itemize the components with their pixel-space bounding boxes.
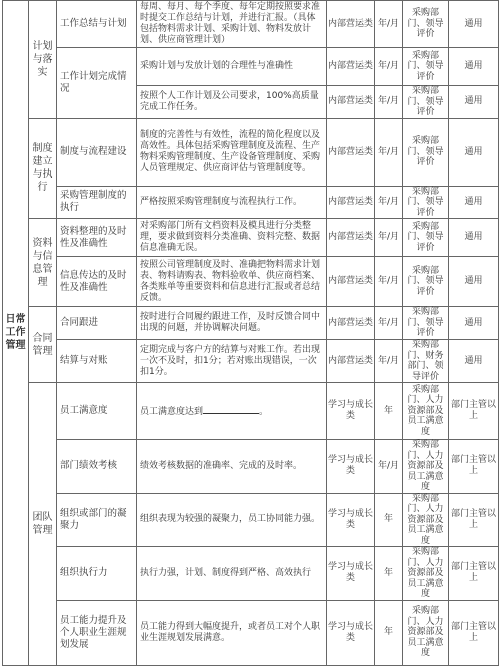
standard-cell [137,383,327,440]
evaluator-cell: 采购部门、人力资源部及员工满意度 [403,383,449,440]
item-cell: 工作计划完成情况 [57,48,137,119]
group-cell-info: 资料与信息管理 [29,219,57,307]
item-cell: 组织或部门的凝聚力 [57,493,137,547]
standard-cell: 员工能力得到大幅度提升，或者员工对个人职业生涯规划发展满意。 [137,600,327,665]
cycle-cell: 年 [375,383,403,440]
cycle-cell: 年/月 [375,186,403,219]
standard-cell: 按时进行合同履约跟进工作，及时反馈合同中出现的问题，并协调解决问题。 [137,307,327,340]
evaluator-cell: 采购部门、领导评价 [403,257,449,307]
standard-cell: 每周、每月、每个季度、每年定期按照要求准时提交工作总结与计划，并进行汇报。（具体包括物料需求计划、采购计划、物料发放计划、供应商管理计划） [137,1,327,48]
standard-cell: 绩效考核数据的准确率、完成的及时率。 [137,440,327,494]
cycle-cell: 年/月 [375,307,403,340]
standard-cell: 严格按照采购管理制度与流程执行工作。 [137,186,327,219]
cycle-cell: 年/月 [375,86,403,119]
cycle-cell: 年 [375,547,403,601]
scope-cell: 通用 [449,219,499,257]
table-row [3,340,499,383]
source-cell: 内部营运类 [327,86,375,119]
evaluator-cell: 采购部门、财务部门、领导评价 [403,340,449,383]
source-cell: 内部营运类 [327,340,375,383]
evaluator-cell: 采购部门、领导评价 [403,219,449,257]
source-cell: 内部营运类 [327,1,375,48]
source-cell: 内部营运类 [327,219,375,257]
item-cell: 信息传达的及时性及准确性 [57,257,137,307]
table-row [3,493,499,547]
source-cell: 学习与成长类 [327,493,375,547]
standard-cell: 采购计划与发放计划的合理性与准确性 [137,48,327,86]
source-cell: 内部营运类 [327,118,375,186]
item-cell: 制度与流程建设 [57,118,137,186]
group-cell-contract: 合同管理 [29,307,57,383]
scope-cell: 部门主管以上 [449,493,499,547]
source-cell: 内部营运类 [327,307,375,340]
item-cell: 部门绩效考核 [57,440,137,494]
scope-cell: 部门主管以上 [449,440,499,494]
item-cell: 组织执行力 [57,547,137,601]
standard-cell: 定期完成与客户方的结算与对账工作。若出现一次不及时，扣1分；若对账出现错误，一次扣1分。 [137,340,327,383]
group-cell-plan: 计划与落实 [29,1,57,119]
fill-blank [203,404,259,414]
scope-cell: 通用 [449,1,499,48]
evaluator-cell: 采购部门、领导评价 [403,307,449,340]
source-cell: 内部营运类 [327,186,375,219]
item-cell: 资料整理的及时性及准确性 [57,219,137,257]
standard-suffix: 。 [259,407,269,417]
item-cell: 员工满意度 [57,383,137,440]
item-cell: 结算与对账 [57,340,137,383]
scope-cell: 部门主管以上 [449,547,499,601]
item-cell: 员工能力提升及个人职业生涯规划发展 [57,600,137,665]
standard-cell: 制度的完善性与有效性，流程的简化程度以及高效性。具体包括采购管理制度及流程、生产物料采购管理制度、生产设备管理制度、采购人员管理规定、供应商评估与管理制度等。 [137,118,327,186]
table-row [3,1,499,48]
scope-cell: 通用 [449,307,499,340]
scope-cell: 通用 [449,257,499,307]
scope-cell: 部门主管以上 [449,383,499,440]
table-row [3,219,499,257]
standard-cell: 按照个人工作计划及公司要求，100%高质量完成工作任务。 [137,86,327,119]
evaluator-cell: 采购部门、领导评价 [403,86,449,119]
table-row [3,48,499,86]
table-row [3,307,499,340]
evaluator-cell: 采购部门、领导评价 [403,186,449,219]
group-cell-system: 制度建立与执行 [29,118,57,219]
cycle-cell: 年/月 [375,219,403,257]
cycle-cell: 年/月 [375,48,403,86]
evaluator-cell: 采购部门、人力资源部及员工满意度 [403,600,449,665]
source-cell: 学习与成长类 [327,547,375,601]
scope-cell: 通用 [449,340,499,383]
table-row [3,186,499,219]
table-row [3,547,499,601]
cycle-cell: 年/月 [375,257,403,307]
standard-cell: 按照公司管理制度及时、准确把物料需求计划表、物料请购表、物料验收单、供应商档案、各类账单等重要资料和信息进行汇报或者总结反馈。 [137,257,327,307]
cycle-cell: 年/月 [375,440,403,494]
cycle-cell: 年/月 [375,118,403,186]
group-cell-team: 团队管理 [29,383,57,666]
evaluator-cell: 采购部门、人力资源部及员工满意度 [403,547,449,601]
category-cell: 日常工作管理 [3,1,29,666]
standard-cell: 组织表现为较强的凝聚力，员工协同能力强。 [137,493,327,547]
scope-cell: 通用 [449,186,499,219]
cycle-cell: 年/月 [375,1,403,48]
source-cell: 内部营运类 [327,48,375,86]
table-row [3,440,499,494]
source-cell: 学习与成长类 [327,440,375,494]
table-row [3,383,499,440]
scope-cell: 通用 [449,118,499,186]
kpi-table [2,0,499,666]
item-cell: 合同跟进 [57,307,137,340]
item-cell: 采购管理制度的执行 [57,186,137,219]
scope-cell: 通用 [449,86,499,119]
scope-cell: 通用 [449,48,499,86]
cycle-cell: 年 [375,600,403,665]
scope-cell: 部门主管以上 [449,600,499,665]
standard-cell: 执行力强，计划、制度得到严格、高效执行 [137,547,327,601]
evaluator-cell: 采购部门、领导评价 [403,48,449,86]
evaluator-cell: 采购部门、领导评价 [403,118,449,186]
cycle-cell: 年/月 [375,340,403,383]
source-cell: 学习与成长类 [327,383,375,440]
source-cell: 学习与成长类 [327,600,375,665]
standard-cell: 对采购部门所有文档资料及模具进行分类整理，要求做到资料分类准确、资料完整、数据信息准确无误。 [137,219,327,257]
cycle-cell: 年 [375,493,403,547]
standard-text: 员工满意度达到 [140,407,204,417]
evaluator-cell: 采购部门、人力资源部及员工满意度 [403,493,449,547]
item-cell: 工作总结与计划 [57,1,137,48]
source-cell: 内部营运类 [327,257,375,307]
evaluator-cell: 采购部门、人力资源部及员工满意度 [403,440,449,494]
evaluator-cell: 采购部门、领导评价 [403,1,449,48]
table-row [3,118,499,186]
table-row [3,257,499,307]
